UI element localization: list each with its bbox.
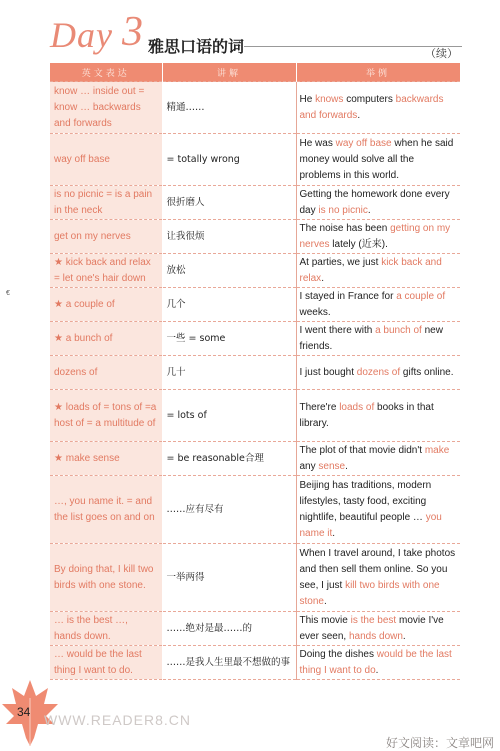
highlighted-phrase: a couple of <box>396 290 446 302</box>
english-expression-text: way off base <box>54 153 110 165</box>
star-icon: ★ <box>54 256 63 268</box>
english-expression <box>50 82 162 134</box>
explanation: ……应有尽有 <box>162 476 296 544</box>
example-text: I stayed in France for <box>299 290 397 302</box>
explanation: 让我很烦 <box>162 220 296 254</box>
page-header <box>0 0 500 62</box>
example-text: The plot of that movie didn't <box>299 444 425 456</box>
explanation: = lots of <box>162 390 296 442</box>
chapter-title: 雅思口语的词 <box>148 37 245 56</box>
star-icon: ★ <box>54 452 63 464</box>
example-text: At parties, we just <box>299 256 382 268</box>
example-text: I just bought <box>299 366 357 378</box>
table-row <box>50 442 460 476</box>
english-expression <box>50 288 162 322</box>
table-row <box>50 254 460 288</box>
english-expression-text: … would be the last thing I want to do. <box>54 648 142 676</box>
english-expression <box>50 356 162 390</box>
english-expression <box>50 322 162 356</box>
highlighted-phrase: knows <box>315 93 344 105</box>
english-expression-text: know … inside out = know … backwards and forwards <box>54 85 145 129</box>
example-sentence <box>296 288 460 322</box>
example-sentence <box>296 220 460 254</box>
example-sentence <box>296 82 460 134</box>
explanation: 放松 <box>162 254 296 288</box>
example-sentence <box>296 544 460 612</box>
example-text: any <box>299 460 319 472</box>
star-icon: ★ <box>54 401 63 413</box>
english-expression-text: is no picnic = is a pain in the neck <box>54 188 153 216</box>
explanation: ……绝对是最……的 <box>162 612 296 646</box>
table-header-row <box>50 63 460 82</box>
explanation: 几十 <box>162 356 296 390</box>
example-text: . <box>367 204 371 216</box>
example-sentence <box>296 646 460 680</box>
highlighted-phrase: you name it <box>299 511 442 539</box>
table-row <box>50 356 460 390</box>
example-sentence <box>296 186 460 220</box>
highlighted-phrase: backwards and forwards <box>299 93 444 121</box>
example-text: gifts online. <box>400 366 454 378</box>
example-sentence <box>296 390 460 442</box>
day-word: Day <box>50 15 113 55</box>
english-expression-text: kick back and relax = let one's hair down <box>54 256 151 284</box>
star-icon: ★ <box>54 298 63 310</box>
example-sentence <box>296 356 460 390</box>
example-text: computers <box>343 93 396 105</box>
table-body <box>50 82 460 680</box>
example-text: The noise has been <box>299 222 391 234</box>
example-text: new friends. <box>299 324 443 352</box>
highlighted-phrase: getting on my nerves <box>299 222 451 250</box>
column-header-explanation: 讲解 <box>162 63 296 82</box>
english-expression-text: … is the best …, hands down. <box>54 614 128 642</box>
english-expression-text: loads of = tons of =a host of = a multitude of <box>54 401 157 429</box>
highlighted-phrase: is no picnic <box>318 204 368 216</box>
example-text: When I travel around, I take photos and then sell them online. So you see, I just <box>299 547 456 591</box>
english-expression <box>50 476 162 544</box>
example-sentence <box>296 612 460 646</box>
example-sentence <box>296 254 460 288</box>
english-expression <box>50 612 162 646</box>
example-text: This movie <box>299 614 351 626</box>
example-text: . <box>402 630 406 642</box>
explanation: 几个 <box>162 288 296 322</box>
table-row <box>50 134 460 186</box>
example-text: . <box>345 460 348 472</box>
highlighted-phrase: way off base <box>335 137 392 149</box>
explanation: 很折磨人 <box>162 186 296 220</box>
english-expression <box>50 254 162 288</box>
example-text: . <box>357 109 361 121</box>
table-row <box>50 220 460 254</box>
watermark-left: WWW.READER8.CN <box>44 712 191 728</box>
highlighted-phrase: hands down <box>348 630 403 642</box>
explanation: 一举两得 <box>162 544 296 612</box>
english-expression <box>50 134 162 186</box>
english-expression-text: dozens of <box>54 366 98 378</box>
english-expression <box>50 544 162 612</box>
example-text: Getting the homework done every day <box>299 188 450 216</box>
highlighted-phrase: a bunch of <box>375 324 422 336</box>
example-text: movie I've ever seen, <box>299 614 444 642</box>
highlighted-phrase: kill two birds with one stone <box>299 579 440 607</box>
continued-label: （续） <box>425 47 458 60</box>
explanation: = totally wrong <box>162 134 296 186</box>
example-sentence <box>296 476 460 544</box>
english-expression <box>50 220 162 254</box>
table-row <box>50 544 460 612</box>
highlighted-phrase: loads of <box>339 401 375 413</box>
page-number: 34 <box>17 705 31 719</box>
highlighted-phrase: is the best <box>350 614 397 626</box>
english-expression <box>50 442 162 476</box>
example-text: Beijing has traditions, modern lifestyles, tasty food, exciting nightlife, beautiful people … <box>299 479 432 523</box>
example-text: weeks. <box>299 306 331 318</box>
english-expression-text: make sense <box>65 452 120 464</box>
english-expression-text: get on my nerves <box>54 230 131 242</box>
english-expression-text: a couple of <box>65 298 115 310</box>
day-number: 3 <box>122 9 143 55</box>
table-row <box>50 186 460 220</box>
explanation: = be reasonable合理 <box>162 442 296 476</box>
highlighted-phrase: sense <box>318 460 346 472</box>
table-row <box>50 646 460 680</box>
explanation: 一些 = some <box>162 322 296 356</box>
english-expression-text: a bunch of <box>65 332 113 344</box>
english-expression <box>50 186 162 220</box>
example-text: . <box>375 664 379 676</box>
margin-mark: € <box>6 290 10 297</box>
example-text: . <box>332 527 336 539</box>
star-icon: ★ <box>54 332 63 344</box>
highlighted-phrase: kick back and relax <box>299 256 442 284</box>
english-expression-text: By doing that, I kill two birds with one stone. <box>54 563 154 591</box>
table-row <box>50 476 460 544</box>
example-text: He was <box>299 137 336 149</box>
explanation: ……是我人生里最不想做的事 <box>162 646 296 680</box>
example-sentence <box>296 134 460 186</box>
table-row <box>50 390 460 442</box>
table-row <box>50 612 460 646</box>
table-row <box>50 322 460 356</box>
example-text: He <box>299 93 316 105</box>
example-text: Doing the dishes <box>299 648 377 660</box>
watermark-right: 好文阅读：文章吧网 <box>385 736 494 750</box>
highlighted-phrase: make <box>424 444 450 456</box>
english-expression <box>50 390 162 442</box>
table-row <box>50 82 460 134</box>
column-header-example: 举例 <box>296 63 460 82</box>
phrase-table <box>50 63 461 680</box>
english-expression <box>50 646 162 680</box>
example-text: I went there with <box>299 324 376 336</box>
column-header-english: 英文表达 <box>50 63 162 82</box>
english-expression-text: …, you name it. = and the list goes on and on <box>54 495 155 523</box>
example-sentence <box>296 442 460 476</box>
example-text: books in that library. <box>299 401 434 429</box>
example-text: when he said money would solve all the problems in this world. <box>299 137 454 181</box>
example-text: . <box>321 272 324 284</box>
table-row <box>50 288 460 322</box>
explanation: 精通…… <box>162 82 296 134</box>
highlighted-phrase: dozens of <box>356 366 401 378</box>
example-text: lately (近来). <box>329 238 388 250</box>
example-text: There're <box>299 401 340 413</box>
example-sentence <box>296 322 460 356</box>
example-text: . <box>323 595 327 607</box>
highlighted-phrase: would be the last thing I want to do <box>299 648 452 676</box>
